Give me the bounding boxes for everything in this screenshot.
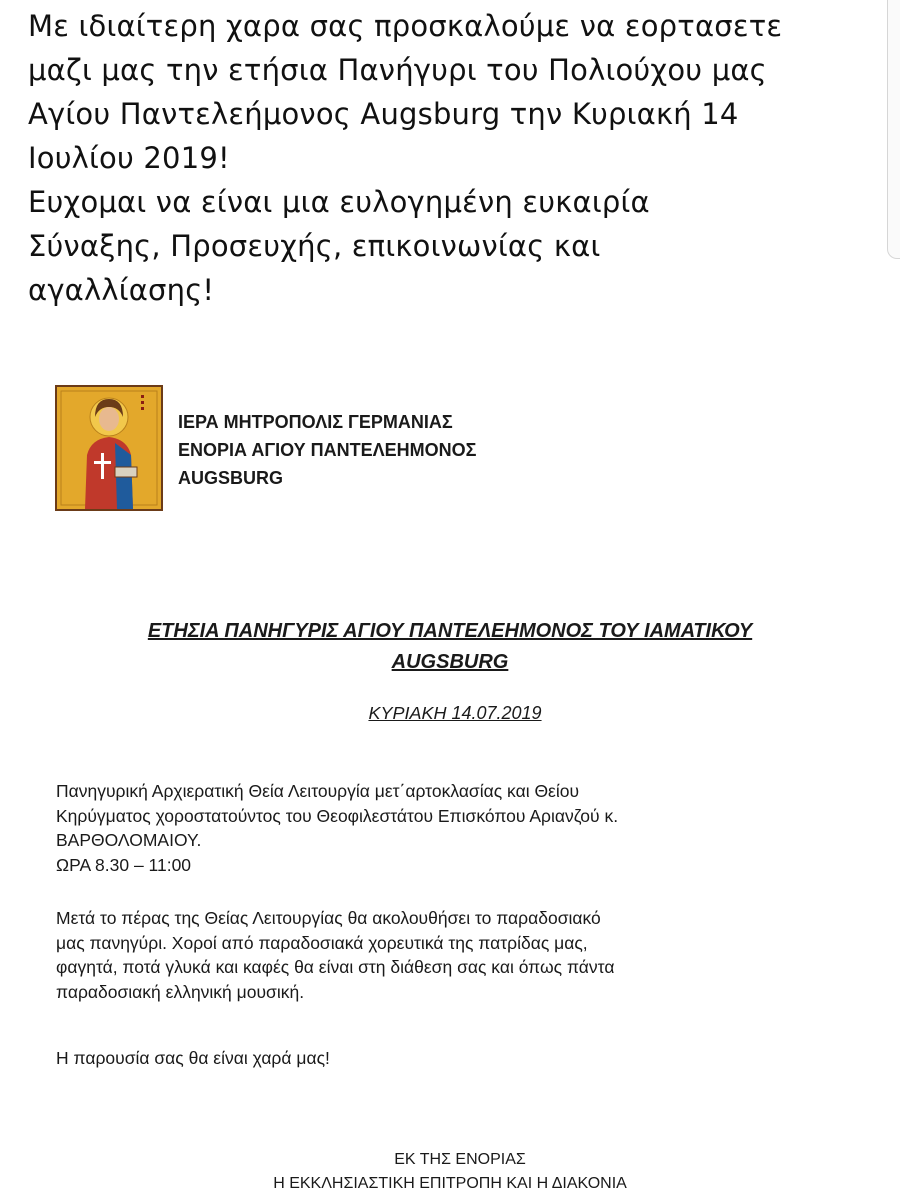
- post-line: Αγίου Παντελεήμονος Augsburg την Κυριακή 14: [28, 97, 739, 131]
- letterhead-line: ΙΕΡΑ ΜΗΤΡΟΠΟΛΙΣ ΓΕΡΜΑΝΙΑΣ: [178, 412, 453, 432]
- paragraph-line: Κηρύγματος χοροστατούντος του Θεοφιλεστάτου Επισκόπου Αριανζού κ.: [56, 805, 619, 826]
- invitation-document: [0, 360, 900, 1200]
- saint-icon: [55, 385, 163, 511]
- letterhead-line: AUGSBURG: [178, 468, 284, 488]
- liturgy-paragraph: [56, 779, 856, 877]
- festival-paragraph: [56, 906, 856, 1004]
- post-line: Ιουλίου 2019!: [28, 141, 230, 175]
- paragraph-line: παραδοσιακή ελληνική μουσική.: [56, 981, 305, 1002]
- closing-line: Η παρουσία σας θα είναι χαρά μας!: [56, 1048, 330, 1068]
- post-text: [28, 4, 858, 312]
- signature-line: ΕΚ ΤΗΣ ΕΝΟΡΙΑΣ: [394, 1151, 526, 1168]
- event-title: [40, 616, 860, 678]
- paragraph-line: ΒΑΡΘΟΛΟΜΑΙΟΥ.: [56, 830, 202, 850]
- paragraph-line: Πανηγυρική Αρχιερατική Θεία Λειτουργία μετ΄αρτοκλασίας και Θείου: [56, 781, 580, 801]
- paragraph-line: φαγητά, ποτά γλυκά και καφές θα είναι στη διάθεση σας και όπως πάντα: [56, 957, 615, 977]
- letterhead-line: ΕΝΟΡΙΑ ΑΓΙΟΥ ΠΑΝΤΕΛΕΗΜΟΝΟΣ: [178, 440, 477, 460]
- event-title-line: ΕΤΗΣΙΑ ΠΑΝΗΓΥΡΙΣ ΑΓΙΟΥ ΠΑΝΤΕΛΕΗΜΟΝΟΣ ΤΟΥ ΙΑΜΑΤΙΚΟΥ: [147, 620, 753, 642]
- liturgy-time: ΩΡΑ 8.30 – 11:00: [56, 854, 192, 875]
- signature-line: Η ΕΚΚΛΗΣΙΑΣΤΙΚΗ ΕΠΙΤΡΟΠΗ ΚΑΙ Η ΔΙΑΚΟΝΙΑ: [273, 1175, 627, 1192]
- event-title-line: AUGSBURG: [391, 651, 509, 673]
- scrollbar[interactable]: [887, 0, 900, 259]
- post-line: μαζι μας την ετήσια Πανήγυρι του Πολιούχου μας: [28, 53, 767, 87]
- post-line: αγαλλίασης!: [28, 273, 215, 307]
- post-line: Ευχομαι να είναι μια ευλογημένη ευκαιρία: [28, 185, 650, 219]
- letterhead: [178, 408, 476, 492]
- post-line: Με ιδιαίτερη χαρα σας προσκαλούμε να εορτασετε: [28, 9, 783, 43]
- paragraph-line: Μετά το πέρας της Θείας Λειτουργίας θα ακολουθήσει το παραδοσιακό: [56, 908, 601, 928]
- paragraph-line: μας πανηγύρι. Χοροί από παραδοσιακά χορευτικά της πατρίδας μας,: [56, 932, 588, 953]
- post-line: Σύναξης, Προσευχής, επικοινωνίας και: [28, 229, 601, 263]
- signature-block: [0, 1148, 900, 1196]
- event-date: ΚΥΡΙΑΚΗ 14.07.2019: [368, 703, 542, 723]
